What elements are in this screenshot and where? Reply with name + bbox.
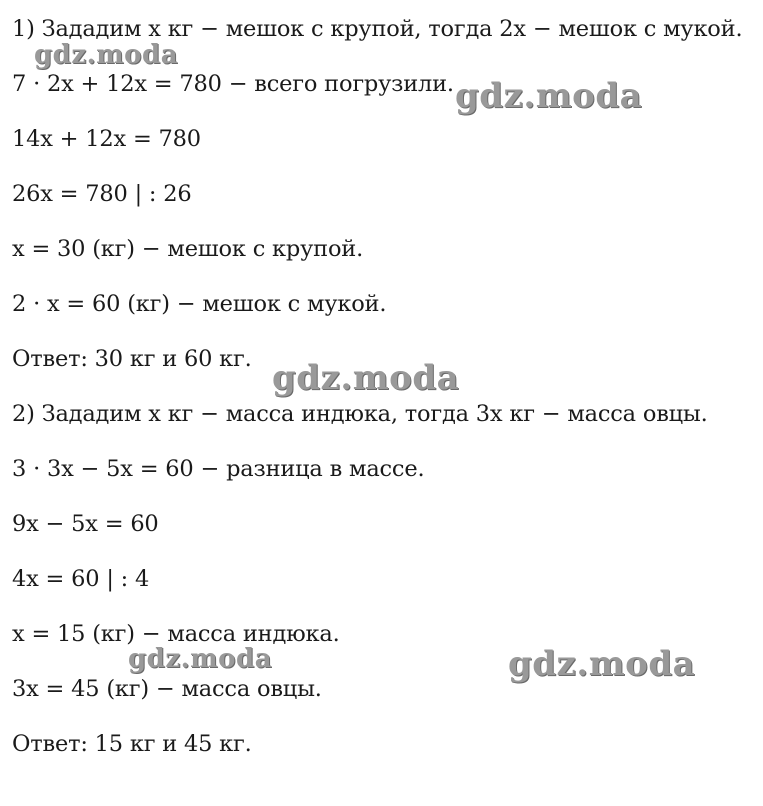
solution-line-8: 2) Зададим x кг − масса индюка, тогда 3x кг − масса овцы.	[12, 401, 708, 427]
watermark-2: gdz.moda	[455, 76, 643, 116]
solution-line-2: 7 · 2x + 12x = 780 − всего погрузили.	[12, 71, 454, 97]
solution-line-6: 2 · x = 60 (кг) − мешок с мукой.	[12, 291, 387, 317]
solution-line-9: 3 · 3x − 5x = 60 − разница в массе.	[12, 456, 425, 482]
solution-line-5: x = 30 (кг) − мешок с крупой.	[12, 236, 364, 262]
watermark-5: gdz.moda	[508, 644, 696, 684]
solution-line-1: 1) Зададим x кг − мешок с крупой, тогда 2x − мешок с мукой.	[12, 16, 743, 42]
watermark-1: gdz.moda	[34, 40, 179, 70]
solution-line-10: 9x − 5x = 60	[12, 511, 159, 537]
answer-line-1: Ответ: 30 кг и 60 кг.	[12, 346, 252, 372]
watermark-4: gdz.moda	[128, 644, 273, 674]
solution-line-3: 14x + 12x = 780	[12, 126, 201, 152]
solution-line-4: 26x = 780 | : 26	[12, 181, 192, 207]
solution-line-12: x = 15 (кг) − масса индюка.	[12, 621, 340, 647]
solution-line-11: 4x = 60 | : 4	[12, 566, 150, 592]
answer-line-2: Ответ: 15 кг и 45 кг.	[12, 731, 252, 757]
watermark-3: gdz.moda	[272, 358, 460, 398]
solution-line-13: 3x = 45 (кг) − масса овцы.	[12, 676, 322, 702]
